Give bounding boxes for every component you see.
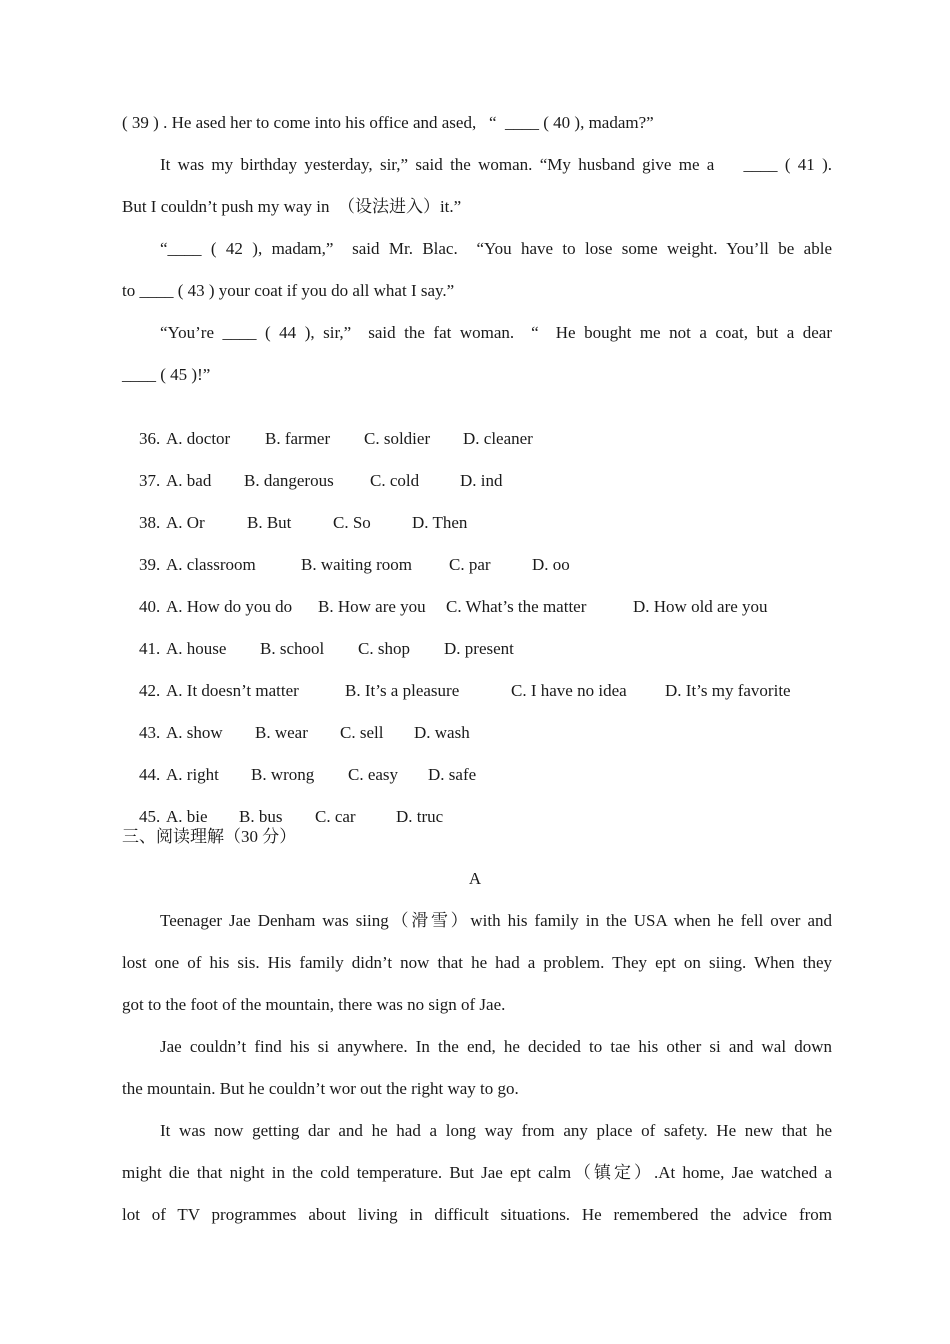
option-c: C. I have no idea (511, 681, 627, 700)
option-d: D. Then (412, 513, 468, 532)
question-45 (122, 784, 832, 826)
option-b: B. dangerous (244, 471, 334, 490)
cloze-line-6: “You’re ____ ( 44 ), sir,” said the fat woman. “ He bought me not a coat, but a dear (160, 323, 832, 342)
option-d: D. cleaner (463, 429, 533, 448)
option-a: A. bie (166, 807, 208, 826)
question-number: 39. (139, 555, 161, 574)
question-40 (122, 574, 832, 616)
question-36 (122, 406, 832, 448)
question-37 (122, 448, 832, 490)
option-c: C. shop (358, 639, 410, 658)
passage-line-7: might die that night in the cold temperature. But Jae ept calm（镇定）.At home, Jae watched a (122, 1163, 832, 1182)
question-number: 45. (139, 807, 161, 826)
option-c: C. car (315, 807, 356, 826)
question-39 (122, 532, 832, 574)
question-number: 43. (139, 723, 161, 742)
option-d: D. oo (532, 555, 570, 574)
passage-line-6: It was now getting dar and he had a long way from any place of safety. He new that he (160, 1121, 832, 1140)
question-44 (122, 742, 832, 784)
question-43 (122, 700, 832, 742)
option-b: B. bus (239, 807, 283, 826)
cloze-line-4: “____ ( 42 ), madam,” said Mr. Blac. “You have to lose some weight. You’ll be able (160, 239, 832, 258)
option-b: B. farmer (265, 429, 331, 448)
option-b: B. wrong (251, 765, 315, 784)
option-d: D. truc (396, 807, 444, 826)
question-number: 44. (139, 765, 161, 784)
option-d: D. safe (428, 765, 477, 784)
option-d: D. present (444, 639, 514, 658)
option-c: C. cold (370, 471, 420, 490)
cloze-line-7: ____ ( 45 )!” (122, 365, 211, 384)
option-a: A. Or (166, 513, 205, 532)
question-number: 36. (139, 429, 161, 448)
question-42 (122, 658, 832, 700)
passage-line-8: lot of TV programmes about living in difficult situations. He remembered the advice from (122, 1205, 832, 1224)
option-d: D. How old are you (633, 597, 768, 616)
option-b: B. How are you (318, 597, 426, 616)
cloze-line-3: But I couldn’t push my way in （设法进入）it.” (122, 197, 462, 216)
option-a: A. right (166, 765, 219, 784)
question-number: 40. (139, 597, 161, 616)
option-c: C. soldier (364, 429, 431, 448)
option-c: C. What’s the matter (446, 597, 587, 616)
option-b: B. wear (255, 723, 308, 742)
question-number: 37. (139, 471, 161, 490)
option-a: A. bad (166, 471, 212, 490)
passage-line-4: Jae couldn’t find his si anywhere. In the end, he decided to tae his other si and wal down (160, 1037, 832, 1056)
question-number: 38. (139, 513, 161, 532)
passage-line-2: lost one of his sis. His family didn’t now that he had a problem. They ept on siing. When they (122, 953, 832, 972)
cloze-line-1: ( 39 ) . He ased her to come into his office and ased, “ ____ ( 40 ), madam?” (122, 113, 654, 132)
option-a: A. It doesn’t matter (166, 681, 299, 700)
option-c: C. easy (348, 765, 399, 784)
question-number: 41. (139, 639, 161, 658)
option-c: C. So (333, 513, 371, 532)
option-a: A. doctor (166, 429, 231, 448)
option-b: B. But (247, 513, 292, 532)
cloze-line-5: to ____ ( 43 ) your coat if you do all what I say.” (122, 281, 455, 300)
option-d: D. wash (414, 723, 470, 742)
question-41 (122, 616, 832, 658)
question-38 (122, 490, 832, 532)
option-c: C. par (449, 555, 491, 574)
option-a: A. classroom (166, 555, 256, 574)
option-a: A. house (166, 639, 227, 658)
option-c: C. sell (340, 723, 384, 742)
option-d: D. ind (460, 471, 503, 490)
passage-label: A (468, 869, 482, 888)
option-a: A. How do you do (166, 597, 293, 616)
option-d: D. It’s my favorite (665, 681, 791, 700)
section-heading: 三、阅读理解（30 分） (122, 827, 297, 846)
passage-line-5: the mountain. But he couldn’t wor out the right way to go. (122, 1079, 519, 1098)
passage-line-1: Teenager Jae Denham was siing（滑雪）with his family in the USA when he fell over and (160, 911, 832, 930)
option-b: B. waiting room (301, 555, 412, 574)
question-number: 42. (139, 681, 161, 700)
passage-line-3: got to the foot of the mountain, there was no sign of Jae. (122, 995, 506, 1014)
option-a: A. show (166, 723, 223, 742)
option-b: B. It’s a pleasure (345, 681, 460, 700)
option-b: B. school (260, 639, 325, 658)
cloze-line-2: It was my birthday yesterday, sir,” said the woman. “My husband give me a ____ ( 41 ). (160, 155, 832, 174)
